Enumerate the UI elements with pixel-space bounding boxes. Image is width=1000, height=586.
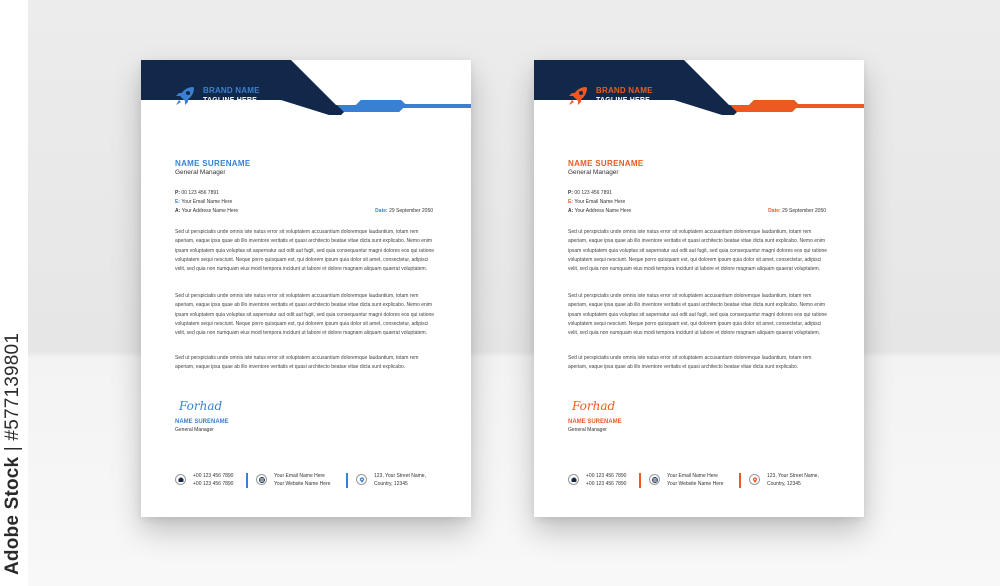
footer-phone-2: +00 123 456 7890	[193, 481, 234, 487]
globe-icon	[649, 474, 660, 485]
tagline: TAGLINE HERE	[203, 97, 257, 104]
contact-email	[175, 199, 232, 205]
contact-phone	[568, 190, 612, 196]
body-paragraph: Sed ut perspiciatis unde omnis iste natus error sit voluptatem accusantium doloremque laudantium, totam rem aperiam, eaque ipsa quae ab illo inventore veritatis et quasi architecto beatae vitae dicta sunt explicabo. Nemo enim ipsam voluptatem quia voluptas sit aspernatur aut odit aut fugit, sed quia consequuntur magni dolores eos qui ratione voluptatem sequi nesciunt. Neque porro quisquam est, qui dolorem ipsum quia dolor sit amet, consectetur, adipisci velit, sed quia non numquam eius modi tempora incidunt ut labore et dolore magnam aliquam quaerat voluptatem.	[568, 229, 828, 273]
footer-divider	[739, 473, 741, 488]
footer-divider	[639, 473, 641, 488]
brand-name: BRAND NAME	[596, 86, 653, 95]
brand-logo	[566, 84, 653, 108]
watermark-separator: |	[2, 440, 23, 457]
letter-date	[375, 208, 433, 214]
body-paragraph: Sed ut perspiciatis unde omnis iste natus error sit voluptatem accusantium doloremque laudantium, totam rem aperiam, eaque ipsa quae ab illo inventore veritatis et quasi architecto beatae vitae dicta sunt explicabo. Nemo enim ipsam voluptatem quia voluptas sit aspernatur aut odit aut fugit, sed quia consequuntur magni dolores eos qui ratione voluptatem sequi nesciunt. Neque porro quisquam est, qui dolorem ipsum quia dolor sit amet, consectetur, adipisci velit, sed quia non numquam eius modi tempora incidunt ut labore et dolore magnam aliquam quaerat voluptatem.	[175, 293, 435, 337]
contact-email	[568, 199, 625, 205]
phone-value: 00 123 456 7891	[181, 190, 219, 196]
date-value: 29 September 2050	[782, 208, 826, 214]
letterhead-blue	[141, 60, 471, 517]
contact-address	[175, 208, 238, 214]
email-value: Your Email Name Here	[181, 199, 233, 205]
signature: Forhad	[179, 399, 223, 413]
footer-divider	[246, 473, 248, 488]
footer-divider	[346, 473, 348, 488]
address-value: Your Address Name Here	[574, 208, 632, 214]
footer-phone-2: +00 123 456 7890	[586, 481, 627, 487]
body-paragraph: Sed ut perspiciatis unde omnis iste natus error sit voluptatem accusantium doloremque laudantium, totam rem aperiam, eaque ipsa quae ab illo inventore veritatis et quasi architecto beatae vitae dicta sunt explicabo. Nemo enim ipsam voluptatem quia voluptas sit aspernatur aut odit aut fugit, sed quia consequuntur magni dolores eos qui ratione voluptatem sequi nesciunt. Neque porro quisquam est, qui dolorem ipsum quia dolor sit amet, consectetur, adipisci velit, sed quia non numquam eius modi tempora incidunt ut labore et dolore magnam aliquam quaerat voluptatem.	[568, 293, 828, 337]
sender-job-title: General Manager	[175, 169, 226, 176]
footer-street: 123, Your Street Name,	[767, 473, 819, 479]
watermark-number: #577139801	[2, 332, 23, 441]
footer-country: Country, 12345	[767, 481, 801, 487]
footer-website: Your Website Name Here	[274, 481, 331, 487]
rocket-icon	[566, 84, 590, 108]
sender-name: NAME SURENAME	[568, 159, 644, 168]
address-value: Your Address Name Here	[181, 208, 239, 214]
email-key: E:	[568, 199, 573, 205]
footer-street: 123, Your Street Name,	[374, 473, 426, 479]
phone-value: 00 123 456 7891	[574, 190, 612, 196]
signatory-name: NAME SURENAME	[568, 419, 622, 425]
signatory-job-title: General Manager	[568, 427, 607, 433]
signatory-job-title: General Manager	[175, 427, 214, 433]
body-paragraph: Sed ut perspiciatis unde omnis iste natus error sit voluptatem accusantium doloremque laudantium, totam rem aperiam, eaque ipsa quae ab illo inventore veritatis et quasi architecto beatae vitae dicta sunt explicabo.	[568, 355, 812, 371]
rocket-icon	[173, 84, 197, 108]
brand-logo	[173, 84, 260, 108]
signature: Forhad	[572, 399, 616, 413]
contact-address	[568, 208, 631, 214]
tagline: TAGLINE HERE	[596, 97, 650, 104]
phone-key: P:	[175, 190, 180, 196]
sender-job-title: General Manager	[568, 169, 619, 176]
email-value: Your Email Name Here	[574, 199, 626, 205]
footer-phone-1: +00 123 456 7890	[586, 473, 627, 479]
footer-website: Your Website Name Here	[667, 481, 724, 487]
address-key: A:	[568, 208, 574, 214]
letterhead-orange	[534, 60, 864, 517]
footer-phone-1: +00 123 456 7890	[193, 473, 234, 479]
body-paragraph: Sed ut perspiciatis unde omnis iste natus error sit voluptatem accusantium doloremque laudantium, totam rem aperiam, eaque ipsa quae ab illo inventore veritatis et quasi architecto beatae vitae dicta sunt explicabo. Nemo enim ipsam voluptatem quia voluptas sit aspernatur aut odit aut fugit, sed quia consequuntur magni dolores eos qui ratione voluptatem sequi nesciunt. Neque porro quisquam est, qui dolorem ipsum quia dolor sit amet, consectetur, adipisci velit, sed quia non numquam eius modi tempora incidunt ut labore et dolore magnam aliquam quaerat voluptatem.	[175, 229, 435, 273]
signatory-name: NAME SURENAME	[175, 419, 229, 425]
globe-icon	[256, 474, 267, 485]
footer-contacts	[568, 472, 838, 490]
date-key: Date:	[768, 208, 781, 214]
watermark-brand: Adobe Stock	[2, 456, 23, 575]
body-paragraph: Sed ut perspiciatis unde omnis iste natus error sit voluptatem accusantium doloremque laudantium, totam rem aperiam, eaque ipsa quae ab illo inventore veritatis et quasi architecto beatae vitae dicta sunt explicabo.	[175, 355, 419, 371]
phone-key: P:	[568, 190, 573, 196]
sender-name: NAME SURENAME	[175, 159, 251, 168]
footer-email: Your Email Name Here	[667, 473, 718, 479]
stock-watermark	[2, 333, 24, 575]
location-pin-icon	[356, 474, 367, 485]
brand-name: BRAND NAME	[203, 86, 260, 95]
footer-contacts	[175, 472, 445, 490]
date-value: 29 September 2050	[389, 208, 433, 214]
email-key: E:	[175, 199, 180, 205]
contact-phone	[175, 190, 219, 196]
date-key: Date:	[375, 208, 388, 214]
footer-country: Country, 12345	[374, 481, 408, 487]
address-key: A:	[175, 208, 181, 214]
phone-icon	[568, 474, 579, 485]
footer-email: Your Email Name Here	[274, 473, 325, 479]
phone-icon	[175, 474, 186, 485]
location-pin-icon	[749, 474, 760, 485]
letter-date	[768, 208, 826, 214]
